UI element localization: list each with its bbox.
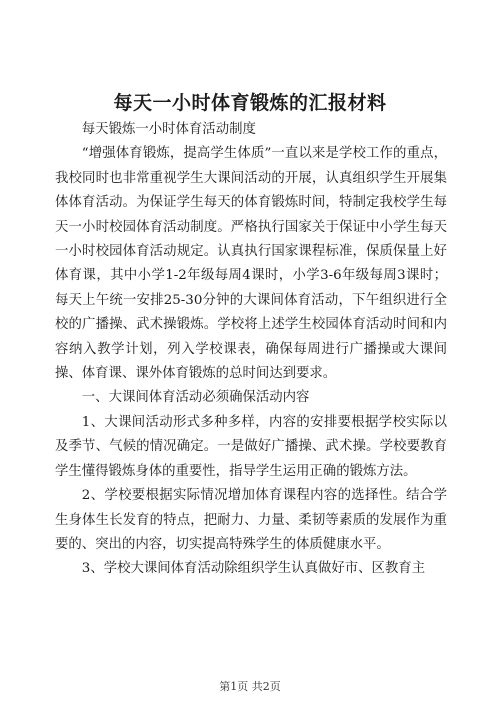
paragraph-intro: “增强体育锻炼，提高学生体质”一直以来是学校工作的重点，我校同时也非常重视学生大课间活动的开展，认真组织学生开展集体体育活动。为保证学生每天的体育锻炼时间，特制定我校学生每天一小时校园体育活动制度。严格执行国家关于保证中小学生每天一小时校园体育活动规定。认真执行国家课程标准，保质保量上好体育课，其中小学1-2年级每周4课时，小学3-6年级每周3课时；每天上午统一安排25-30分钟的大课间体育活动，下午组织进行全校的广播操、武术操锻炼。学校将上述学生校园体育活动时间和内容纳入教学计划，列入学校课表，确保每周进行广播操或大课间操、体育课、课外体育锻炼的总时间达到要求。	[55, 146, 447, 382]
document-title: 每天一小时体育锻炼的汇报材料	[113, 92, 387, 114]
page-footer: 第1页 共2页	[219, 680, 281, 693]
paragraph-item-1: 1、大课间活动形式多种多样，内容的安排要根据学校实际以及季节、气候的情况确定。一是做好广播操、武术操。学校要教育学生懂得锻炼身体的重要性，指导学生运用正确的锻炼方法。	[55, 414, 447, 479]
paragraph-item-3: 3、学校大课间体育活动除组织学生认真做好市、区教育主	[81, 561, 426, 577]
paragraph-item-2: 2、学校要根据实际情况增加体育课程内容的选择性。结合学生身体生长发育的特点，把耐力、力量、柔韧等素质的发展作为重要的、突出的内容，切实提高特殊学生的体质健康水平。	[55, 488, 447, 552]
section-heading-1: 一、大课间体育活动必须确保活动内容	[81, 390, 310, 406]
document-body	[55, 118, 447, 582]
document-subtitle: 每天锻炼一小时体育活动制度	[81, 122, 256, 137]
